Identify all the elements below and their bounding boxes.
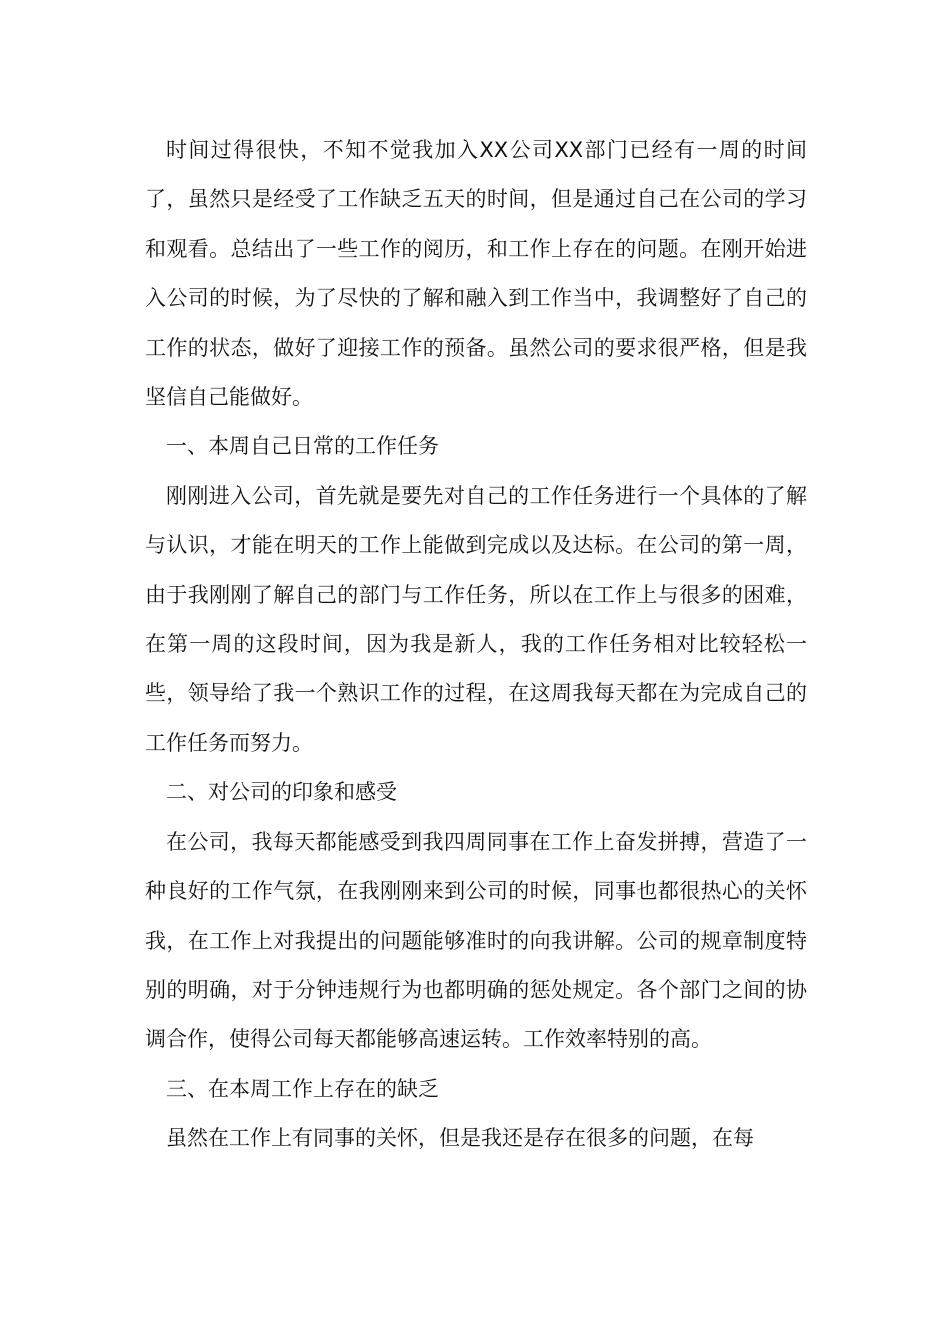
section-heading-2: 二、对公司的印象和感受 — [166, 780, 397, 805]
section-heading-3: 三、在本周工作上存在的缺乏 — [166, 1076, 439, 1101]
document-body — [145, 126, 807, 1164]
section-2-paragraph: 在公司，我每天都能感受到我四周同事在工作上奋发拼搏，营造了一种良好的工作气氛，在我刚刚来到公司的时候，同事也都很热心的关怀我，在工作上对我提出的问题能够准时的向我讲解。公司的规章制度特别的明确，对于分钟违规行为也都明确的惩处规定。各个部门之间的协调合作，使得公司每天都能够高速运转。工作效率特别的高。 — [145, 829, 807, 1052]
section-heading-1: 一、本周自己日常的工作任务 — [166, 434, 439, 459]
section-3-paragraph: 虽然在工作上有同事的关怀，但是我还是存在很多的问题，在每 — [166, 1126, 754, 1151]
intro-paragraph: 时间过得很快，不知不觉我加入XX公司XX部门已经有一周的时间了，虽然只是经受了工作缺乏五天的时间，但是通过自己在公司的学习和观看。总结出了一些工作的阅历，和工作上存在的问题。在刚开始进入公司的时候，为了尽快的了解和融入到工作当中，我调整好了自己的工作的状态，做好了迎接工作的预备。虽然公司的要求很严格，但是我坚信自己能做好。 — [145, 138, 807, 410]
section-1-paragraph: 刚刚进入公司，首先就是要先对自己的工作任务进行一个具体的了解与认识，才能在明天的工作上能做到完成以及达标。在公司的第一周，由于我刚刚了解自己的部门与工作任务，所以在工作上与很多的困难，在第一周的这段时间，因为我是新人，我的工作任务相对比较轻松一些，领导给了我一个熟识工作的过程，在这周我每天都在为完成自己的工作任务而努力。 — [145, 483, 807, 755]
